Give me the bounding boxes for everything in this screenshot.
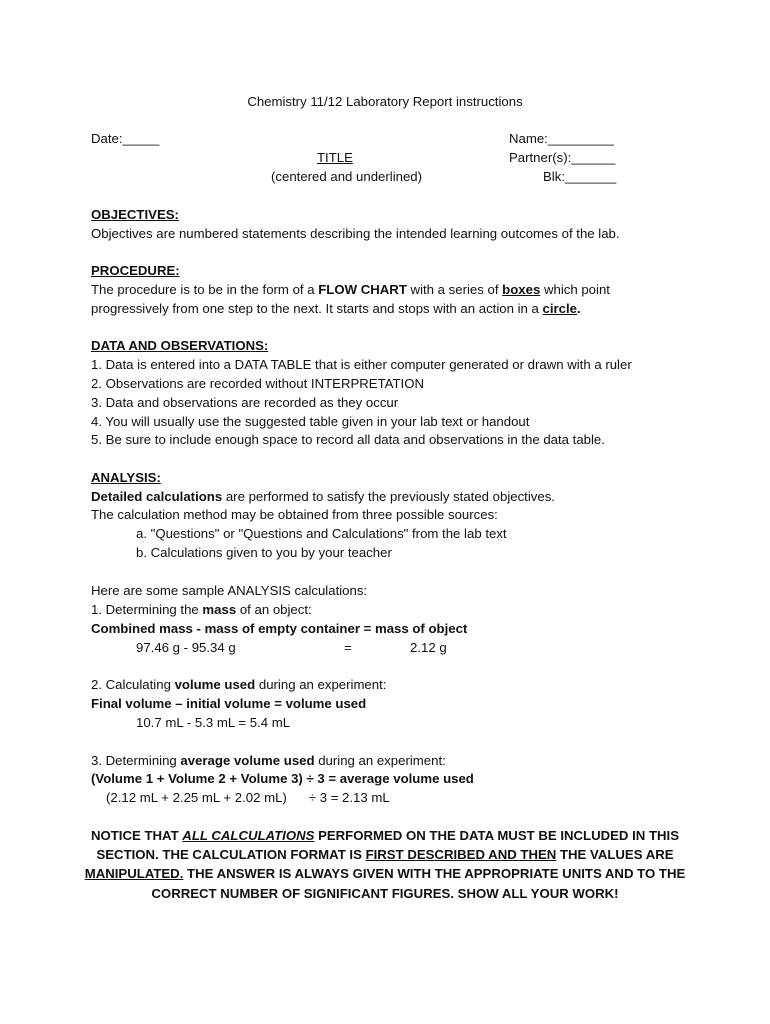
title-placeholder: TITLE [317,150,353,165]
analysis-line-2: The calculation method may be obtained from three possible sources: [91,507,498,522]
data-item: 4. You will usually use the suggested table given in your lab text or handout [91,414,530,429]
data-item: 1. Data is entered into a DATA TABLE that is either computer generated or drawn with a ruler [91,357,632,372]
notice-paragraph: NOTICE THAT ALL CALCULATIONS PERFORMED ON THE DATA MUST BE INCLUDED IN THIS SECTION. THE CALCULATION FORMAT IS FIRST DESCRIBED AND THEN THE VALUES ARE MANIPULATED. THE ANSWER IS ALWAYS GIVEN WITH THE APPROPRIATE UNITS AND TO THE CORRECT NUMBER OF SIGNIFICANT FIGURES. SHOW ALL YOUR WORK! [84,828,686,901]
procedure-line-2: progressively from one step to the next. It starts and stops with an action in a circle. [91,301,581,316]
procedure-line-1: The procedure is to be in the form of a FLOW CHART with a series of boxes which point [91,282,610,297]
sample-intro: Here are some sample ANALYSIS calculations: [91,583,368,598]
source-item: b. Calculations given to you by your teacher [136,545,392,560]
document-title: Chemistry 11/12 Laboratory Report instructions [247,94,523,109]
example-3-calculation: (2.12 mL + 2.25 mL + 2.02 mL) ÷ 3 = 2.13 mL [106,790,390,805]
source-item: a. "Questions" or "Questions and Calculations" from the lab text [136,526,507,541]
data-heading: DATA AND OBSERVATIONS: [91,338,269,353]
example-1-formula: Combined mass - mass of empty container = mass of object [91,621,468,636]
date-field: Date:_____ [91,131,160,146]
partners-field: Partner(s):______ [509,150,616,165]
title-note: (centered and underlined) [271,169,423,184]
example-1-title: 1. Determining the mass of an object: [91,602,312,617]
procedure-heading: PROCEDURE: [91,263,180,278]
example-1-equals: = [344,640,352,655]
example-2-calculation: 10.7 mL - 5.3 mL = 5.4 mL [136,715,291,730]
example-1-values: 97.46 g - 95.34 g [136,640,236,655]
example-3-formula: (Volume 1 + Volume 2 + Volume 3) ÷ 3 = average volume used [91,771,474,786]
analysis-line-1: Detailed calculations are performed to satisfy the previously stated objectives. [91,489,555,504]
example-2-title: 2. Calculating volume used during an experiment: [91,677,387,692]
block-field: Blk:_______ [543,169,617,184]
data-item: 3. Data and observations are recorded as they occur [91,395,399,410]
data-item: 2. Observations are recorded without INTERPRETATION [91,376,424,391]
objectives-text: Objectives are numbered statements describing the intended learning outcomes of the lab. [91,226,620,241]
name-field: Name:_________ [509,131,614,146]
analysis-heading: ANALYSIS: [91,470,161,485]
example-2-formula: Final volume – initial volume = volume used [91,696,367,711]
example-1-result: 2.12 g [410,640,447,655]
data-item: 5. Be sure to include enough space to record all data and observations in the data table. [91,432,605,447]
objectives-heading: OBJECTIVES: [91,207,179,222]
example-3-title: 3. Determining average volume used during an experiment: [91,753,446,768]
